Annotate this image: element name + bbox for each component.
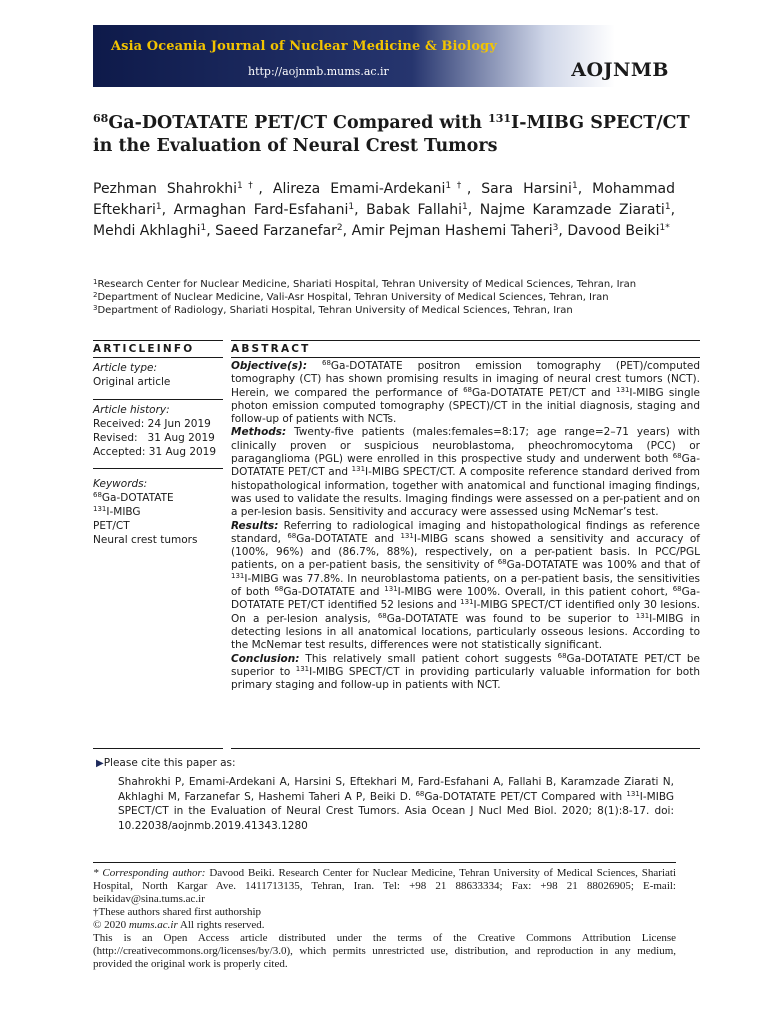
author-affil-sup: 1†: [237, 181, 259, 191]
author-affil-sup: 3: [552, 223, 559, 233]
play-arrow-icon: ▶: [96, 758, 104, 769]
author-name: Sara Harsini: [481, 181, 572, 197]
text-run: I-MIBG SPECT/CT. A composite reference standard derived from histopathological information, together with anatomical and functional imaging findings, was used to validate the results. Imaging findings were assessed on a per-patient and on a per-lesion basis. Sensitivity and accuracy were assessed using McNemar’s test.: [231, 466, 700, 519]
text-run: I-MIBG in detecting lesions in all anatomical locations, particularly osseous lesions. According to the McNemar test results, differences were not statistically significant.: [231, 612, 700, 652]
keyword-text: Neural crest tumors: [93, 534, 198, 546]
isotope-sup: 131: [460, 598, 474, 607]
history-date: Accepted: 31 Aug 2019: [93, 446, 217, 458]
isotope-sup: 68: [287, 531, 297, 540]
text-run: Ga-DOTATATE was 100% and that of: [506, 559, 700, 572]
isotope-sup: 131: [231, 571, 245, 580]
keywords-block: [93, 477, 223, 547]
article-type-value: Original article: [93, 376, 171, 388]
divider-footnote: [93, 862, 676, 863]
affiliation-text: Department of Nuclear Medicine, Vali-Asr Hospital, Tehran University of Medical Sciences, Tehran, Iran: [97, 292, 609, 303]
text-run: Ga-DOTATATE was found to be superior to: [386, 612, 636, 625]
author-affil-sup: 2: [336, 223, 343, 233]
isotope-sup: 68: [322, 359, 331, 367]
abstract-section-label: Results:: [231, 519, 279, 532]
keyword-text: I-MIBG: [106, 506, 141, 518]
isotope-sup: 68: [557, 651, 567, 660]
author-affil-sup: 1: [200, 223, 207, 233]
footnotes: [93, 867, 676, 971]
text-run: I-MIBG single photon emission computed tomography (SPECT)/CT in the initial diagnosis, staging and follow-up of patients with NCTs.: [231, 386, 700, 426]
corresponding-author-note: [93, 867, 676, 906]
author-name: Saeed Farzanefar: [215, 223, 337, 239]
corresponding-author-label: * Corresponding author:: [93, 867, 206, 879]
isotope-sup: 68: [672, 585, 682, 594]
copyright-prefix: © 2020: [93, 919, 129, 931]
isotope-sup: 68: [497, 558, 507, 567]
text-run: Ga-DOTATATE PET/CT Compared with: [424, 790, 627, 803]
affiliation-number: 1: [93, 278, 98, 286]
author-affil-sup: 1: [461, 202, 468, 212]
author-name: Davood Beiki: [567, 223, 660, 239]
text-run: Shahrokhi P, Emami-Ardekani A, Harsini S, Eftekhari M, Fard-Esfahani A, Fallahi B, Karamzade Ziarati N, Akhlaghi M, Farzanefar S, Hashemi Taheri A P, Beiki D.: [118, 776, 674, 803]
affiliations: [93, 278, 693, 317]
author-list: Pezhman Shahrokhi$^{1\dagger}$, Alireza Emami-Ardekani$^{1\dagger}$, Sara Harsini$^1$, Mohammad Eftekhari$^1$, Armaghan Fard-Esfahani$^1$, Babak Fallahi$^1$, Najme Karamzade Ziarati$^1$, Mehdi Akhlaghi$^1$, Saeed Farzanefar$^2$, Amir Pejman Hashemi Taheri$^3$, Davood Beiki$^{1*}$: [93, 181, 676, 239]
isotope-sup: 68: [415, 789, 425, 798]
abstract-section: [231, 360, 700, 426]
author-affil-sup: 1: [571, 181, 578, 191]
isotope-sup: 68: [274, 585, 284, 594]
article-history-label: Article history:: [93, 404, 170, 416]
text-run: Ga-DOTATATE PET/CT identified 52 lesions and: [231, 586, 700, 612]
text-run: I-MIBG SPECT/CT in providing particularly valuable information for both primary staging and follow-up in patients with NCT.: [231, 665, 700, 692]
affiliation-row: [93, 278, 693, 291]
keyword-item: [93, 533, 223, 547]
author-name: Najme Karamzade Ziarati: [479, 202, 665, 218]
copyright-site[interactable]: mums.ac.ir: [128, 919, 178, 931]
history-date: Received: 24 Jun 2019: [93, 418, 211, 430]
text-run: Ga-DOTATATE PET/CT and: [471, 386, 617, 399]
isotope-sup: 131: [635, 611, 650, 620]
keyword-text: PET/CT: [93, 520, 130, 532]
isotope-sup: 131: [400, 531, 414, 540]
author-name: Mehdi Akhlaghi: [93, 223, 201, 239]
isotope-sup: 68: [672, 452, 682, 461]
divider-right-heading: [231, 357, 700, 358]
text-run: I-MIBG was 77.8%. In neuroblastoma patients, on a per-patient basis, the sensitivities of both: [231, 572, 700, 599]
cite-heading: [96, 757, 236, 769]
text-run: Ga-DOTATATE PET/CT and: [231, 453, 700, 479]
isotope-sup: 131: [351, 465, 366, 474]
cite-heading-text: Please cite this paper as:: [103, 757, 236, 769]
divider-info-1: [93, 399, 223, 400]
corresponding-author-text: Davood Beiki. Research Center for Nuclear Medicine, Tehran University of Medical Sciences, Shariati Hospital, North Kargar Ave. 1411713135, Tehran, Iran. Tel: +98 21 88633334; Fax: +98 21 88026905; E-mail: beikidav@sina.tums.ac.ir: [93, 867, 676, 905]
keyword-item: [93, 491, 223, 505]
isotope-sup: 131: [626, 789, 640, 798]
article-info-heading: ARTICLEINFO: [93, 343, 195, 355]
divider-left-top: [93, 340, 223, 341]
text-run: This relatively small patient cohort suggests: [299, 652, 558, 665]
title-part1: Ga-DOTATATE PET/CT Compared with: [108, 113, 489, 133]
author-name: Alireza Emami-Ardekani: [272, 181, 446, 197]
divider-left-bottom: [93, 748, 223, 749]
author-name: Armaghan Fard-Esfahani: [173, 202, 349, 218]
keywords-label: Keywords:: [93, 478, 148, 490]
text-run: Referring to radiological imaging and histopathological findings as reference standard,: [231, 519, 700, 545]
copyright-suffix: All rights reserved.: [177, 919, 265, 931]
text-run: I-MIBG SPECT/CT identified only 30 lesions. On a per-lesion analysis,: [231, 599, 700, 625]
text-run: Ga-DOTATATE positron emission tomography (PET)/computed tomography (CT) has shown promising results in imaging of neural crest tumors (NCT). Herein, we compared the performance of: [231, 360, 700, 399]
citation-text: [118, 775, 674, 833]
shared-authorship-note: †These authors shared first authorship: [93, 906, 262, 918]
keyword-isotope: 131: [93, 505, 107, 513]
author-affil-sup: 1†: [445, 181, 467, 191]
affiliation-row: [93, 291, 693, 304]
text-run: I-MIBG were 100%. Overall, in this patient cohort,: [397, 586, 673, 599]
article-type-label: Article type:: [93, 362, 158, 374]
author-affil-sup: 1: [348, 202, 355, 212]
affiliation-row: [93, 304, 693, 317]
divider-left-heading: [93, 357, 223, 358]
abstract-section: [231, 520, 700, 653]
author-name: Babak Fallahi: [366, 202, 462, 218]
author-affil-sup: 1*: [659, 223, 670, 233]
keyword-isotope: 68: [93, 491, 102, 499]
article-type-block: [93, 361, 223, 389]
text-run: I-MIBG SPECT/CT in the Evaluation of Neural Crest Tumors. Asia Ocean J Nucl Med Biol. 2020; 8(1):8-17. doi: 10.22038/aojnmb.2019.41343.1280: [118, 790, 674, 832]
text-run: Twenty-five patients (males:females=8:17; age range=2–71 years) with clinically proven or suspicious neuroblastoma, pheochromocytoma (PCC) or paraganglioma (PGL) were enrolled in this prospective study and underwent both: [231, 426, 700, 466]
article-history-block: [93, 403, 223, 459]
text-run: Ga-DOTATATE PET/CT be superior to: [231, 652, 700, 678]
isotope-sup: 68: [377, 611, 387, 620]
author-name: Amir Pejman Hashemi Taheri: [351, 223, 553, 239]
text-run: Ga-DOTATATE and: [296, 532, 401, 545]
affiliation-number: 2: [93, 291, 98, 299]
author-affil-sup: 1: [155, 202, 162, 212]
isotope-sup: 131: [384, 585, 398, 594]
abstract-heading: ABSTRACT: [231, 343, 311, 355]
author-name: Pezhman Shahrokhi: [93, 181, 237, 197]
affiliation-number: 3: [93, 304, 98, 312]
divider-right-top: [231, 340, 700, 341]
author-name: Mohammad Eftekhari: [93, 181, 676, 218]
abstract-section: [231, 426, 700, 519]
journal-logo: AOJNMB: [571, 59, 669, 81]
text-run: [307, 360, 322, 372]
isotope-sup: 68: [463, 385, 472, 394]
title-part2: I-MIBG SPECT/CT: [511, 113, 690, 133]
abstract-section-label: Conclusion:: [231, 652, 300, 665]
article-title: [93, 112, 713, 158]
journal-url[interactable]: http://aojnmb.mums.ac.ir: [248, 65, 389, 78]
author-affil-sup: 1: [664, 202, 671, 212]
isotope-sup: 131: [295, 664, 310, 673]
history-date: Revised: 31 Aug 2019: [93, 432, 215, 444]
abstract-section-label: Objective(s):: [231, 360, 308, 372]
isotope-sup: 131: [616, 385, 630, 394]
affiliation-text: Research Center for Nuclear Medicine, Shariati Hospital, Tehran University of Medical Sciences, Tehran, Iran: [97, 279, 637, 290]
title-isotope-ga: 68: [93, 112, 109, 125]
abstract-section: [231, 653, 700, 693]
title-isotope-i: 131: [488, 112, 512, 125]
text-run: I-MIBG scans showed a sensitivity and accuracy of (100%, 96%) and (86.7%, 88%), respectively, on a per-patient basis. In PCC/PGL patients, on a per-patient basis, the sensitivity of: [231, 532, 701, 572]
divider-info-2: [93, 468, 223, 469]
license-note: This is an Open Access article distributed under the terms of the Creative Commons Attribution License (http://creativecommons.org/licenses/by/3.0), which permits unrestricted use, distribution, and reproduction in any medium, provided the original work is properly cited.: [93, 932, 676, 970]
copyright-note: [93, 919, 676, 932]
abstract-section-label: Methods:: [231, 426, 287, 439]
keyword-item: [93, 519, 223, 533]
keyword-item: [93, 505, 223, 519]
affiliation-text: Department of Radiology, Shariati Hospital, Tehran University of Medical Sciences, Tehran, Iran: [97, 305, 573, 316]
journal-name: Asia Oceania Journal of Nuclear Medicine & Biology: [111, 39, 497, 54]
keyword-text: Ga-DOTATATE: [101, 492, 174, 504]
journal-banner: [93, 25, 673, 87]
divider-right-bottom: [231, 748, 700, 749]
title-line2: in the Evaluation of Neural Crest Tumors: [93, 136, 498, 156]
abstract-body: [231, 360, 700, 692]
text-run: Ga-DOTATATE and: [283, 586, 385, 599]
